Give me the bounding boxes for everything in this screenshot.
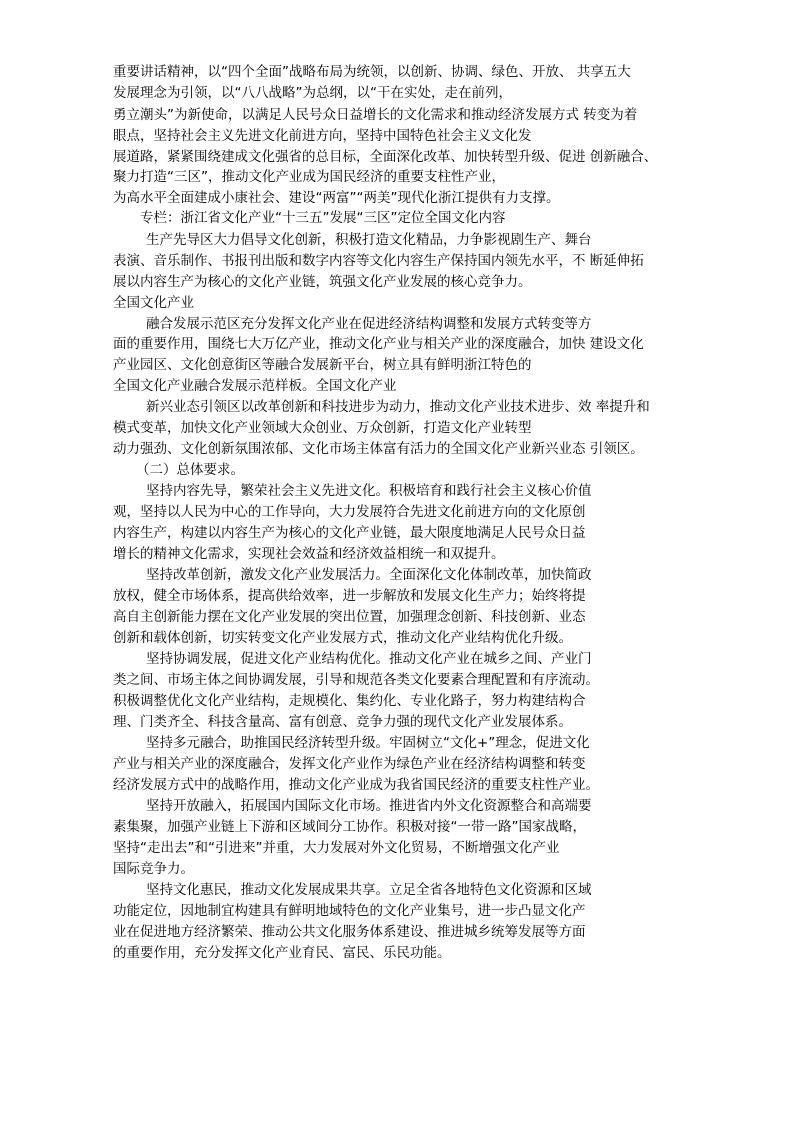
body-text-line: 创新和载体创新，切实转变文化产业发展方式，推动文化产业结构优化升级。 xyxy=(113,630,572,646)
section-heading: （二）总体要求。 xyxy=(136,462,244,478)
body-text-line: 高自主创新能力摆在文化产业发展的突出位置，加强理念创新、科技创新、业态 xyxy=(113,609,586,625)
body-text-line: 观，坚持以人民为中心的工作导向，大力发展符合先进文化前进方向的文化原创 xyxy=(113,504,586,520)
paragraph-first-line: 坚持文化惠民，推动文化发展成果共享。立足全省各地特色文化资源和区域 xyxy=(146,882,592,898)
body-text-line: 展以内容生产为核心的文化产业链，筑强文化产业发展的核心竞争力。 xyxy=(113,274,532,290)
paragraph-first-line: 坚持内容先导，繁荣社会主义先进文化。积极培育和践行社会主义核心价值 xyxy=(146,483,592,499)
body-text-line: 全国文化产业融合发展示范样板。全国文化产业 xyxy=(113,378,397,394)
body-text-line: 重要讲话精神，以“四个全面”战略布局为统领，以创新、协调、绿色、开放、 共享五大 xyxy=(113,64,631,80)
body-text-line: 坚持“走出去”和“引进来”并重，大力发展对外文化贸易，不断增强文化产业 xyxy=(113,840,560,856)
body-text-line: 展道路，紧紧围绕建成文化强省的总目标，全面深化改革、加快转型升级、促进 创新融合、 xyxy=(113,149,658,165)
paragraph-first-line: 坚持多元融合，助推国民经济转型升级。牢固树立“文化+”理念，促进文化 xyxy=(146,735,590,751)
body-text-line: 国际竞争力。 xyxy=(113,861,194,877)
body-text-line: 积极调整优化文化产业结构，走规模化、集约化、专业化路子，努力构建结构合 xyxy=(113,693,586,709)
body-text-line: 产业与相关产业的深度融合，发挥文化产业作为绿色产业在经济结构调整和转变 xyxy=(113,756,586,772)
body-text-line: 勇立潮头”为新使命，以满足人民号众日益增长的文化需求和推动经济发展方式 转变为着 xyxy=(113,107,638,123)
body-text-line: 素集聚，加强产业链上下游和区域间分工协作。积极对接“一带一路”国家战略， xyxy=(113,819,586,835)
body-text-line: 表演、音乐制作、书报刊出版和数字内容等文化内容生产保持国内领先水平，不 断延伸拓 xyxy=(113,253,644,269)
body-text-line: 放权，健全市场体系，提高供给效率，进一步解放和发展文化生产力；始终将提 xyxy=(113,588,586,604)
body-text-line: 模式变革，加快文化产业领域大众创业、万众创新，打造文化产业转型 xyxy=(113,420,532,436)
body-text-line: 动力强劲、文化创新氛围浓郁、文化市场主体富有活力的全国文化产业新兴业态 引领区。 xyxy=(113,441,644,457)
body-text-line: 业在促进地方经济繁荣、推动公共文化服务体系建设、推进城乡统筹发展等方面 xyxy=(113,924,586,940)
section-label: 全国文化产业 xyxy=(113,295,194,311)
body-text-line: 发展理念为引领，以“八八战略”为总纲，以“干在实处，走在前列， xyxy=(113,85,512,101)
body-text-line: 生产先导区大力倡导文化创新，积极打造文化精品，力争影视剧生产、舞台 xyxy=(146,232,592,248)
body-text-line: 产业园区、文化创意街区等融合发展新平台，树立具有鲜明浙江特色的 xyxy=(113,357,532,373)
paragraph-first-line: 坚持协调发展，促进文化产业结构优化。推动文化产业在城乡之间、产业门 xyxy=(146,651,592,667)
body-text-line: 增长的精神文化需求，实现社会效益和经济效益相统一和双提升。 xyxy=(113,546,505,562)
body-text-line: 理、门类齐全、科技含量高、富有创意、竞争力强的现代文化产业发展体系。 xyxy=(113,714,572,730)
column-heading: 专栏：浙江省文化产业“十三五”发展“三区”定位全国文化内容 xyxy=(140,210,506,226)
body-text-line: 新兴业态引领区以改革创新和科技进步为动力，推动文化产业技术进步、效 率提升和 xyxy=(146,399,650,415)
body-text-line: 面的重要作用，围绕七大万亿产业，推动文化产业与相关产业的深度融合，加快 建设文化 xyxy=(113,336,644,352)
body-text-line: 融合发展示范区充分发挥文化产业在促进经济结构调整和发展方式转变等方 xyxy=(146,316,592,332)
body-text-line: 功能定位，因地制宜构建具有鲜明地域特色的文化产业集号，进一步凸显文化产 xyxy=(113,903,586,919)
body-text-line: 经济发展方式中的战略作用，推动文化产业成为我省国民经济的重要支柱性产业。 xyxy=(113,777,599,793)
body-text-line: 为高水平全面建成小康社会、建设“两富”“两美”现代化浙江提供有力支撑。 xyxy=(113,190,560,206)
body-text-line: 眼点，坚持社会主义先进文化前进方向，坚持中国特色社会主义文化发 xyxy=(113,128,532,144)
body-text-line: 聚力打造“三区”，推动文化产业成为国民经济的重要支柱性产业， xyxy=(113,169,505,185)
paragraph-first-line: 坚持开放融入，拓展国内国际文化市场。推进省内外文化资源整合和高端要 xyxy=(146,798,592,814)
body-text-line: 内容生产，构建以内容生产为核心的文化产业链，最大限度地满足人民号众日益 xyxy=(113,525,586,541)
body-text-line: 类之间、市场主体之间协调发展，引导和规范各类文化要素合理配置和有序流动。 xyxy=(113,672,599,688)
body-text-line: 的重要作用，充分发挥文化产业育民、富民、乐民功能。 xyxy=(113,945,451,961)
paragraph-first-line: 坚持改革创新，激发文化产业发展活力。全面深化文化体制改革，加快简政 xyxy=(146,567,592,583)
